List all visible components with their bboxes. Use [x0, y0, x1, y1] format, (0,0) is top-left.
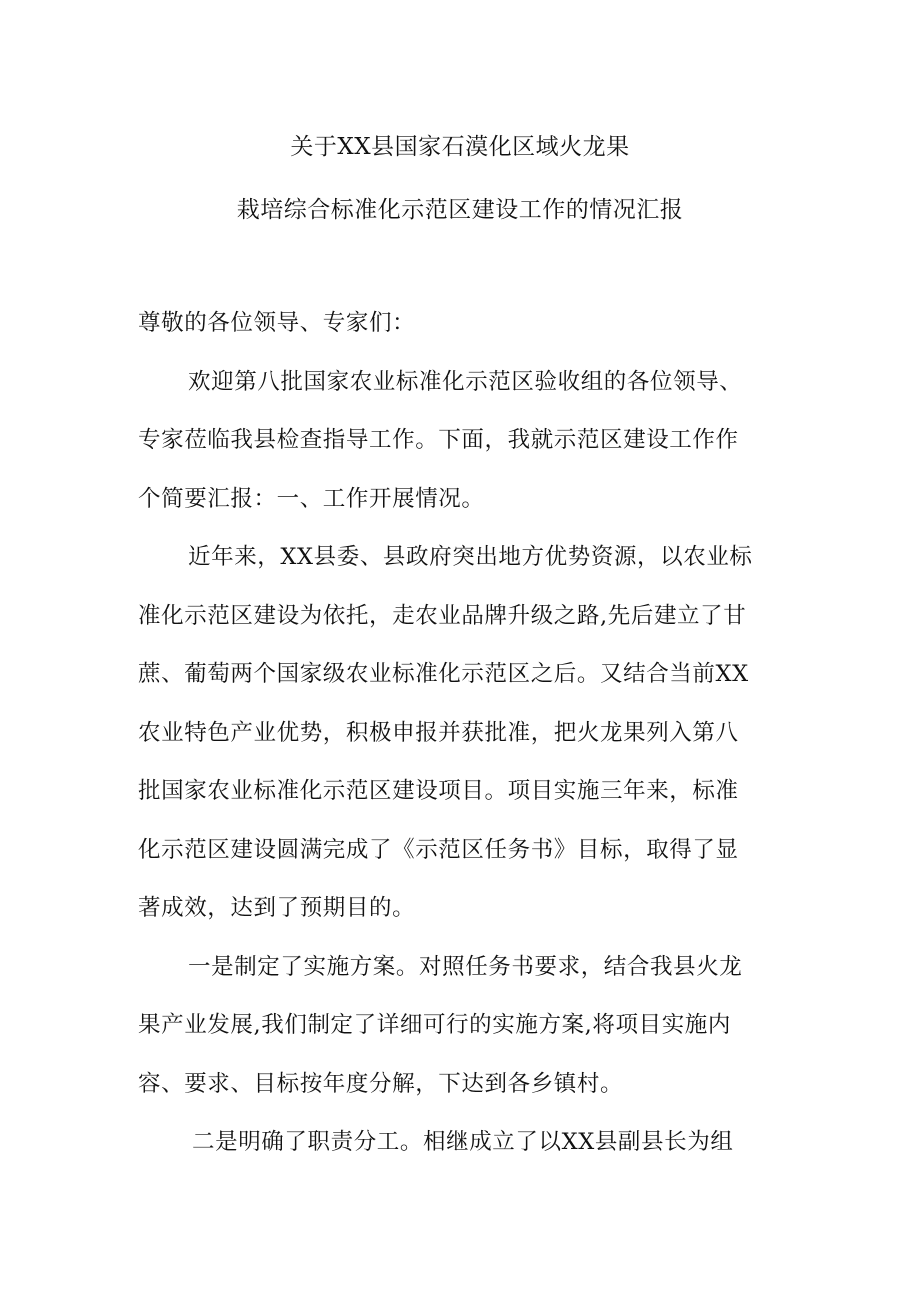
- paragraph-1-line-3: 个简要汇报：一、工作开展情况。: [138, 485, 485, 512]
- paragraph-2-line-1: 近年来，XX县委、县政府突出地方优势资源，以农业标: [188, 544, 753, 570]
- paragraph-2-line-3: 蔗、葡萄两个国家级农业标准化示范区之后。又结合当前XX: [138, 661, 749, 687]
- paragraph-1-line-1: 欢迎第八批国家农业标准化示范区验收组的各位领导、: [188, 368, 743, 395]
- paragraph-2-line-4: 农业特色产业优势，积极申报并获批准，把火龙果列入第八: [138, 719, 739, 746]
- paragraph-4-line-1: 二是明确了职责分工。相继成立了以XX县副县长为组: [192, 1129, 734, 1155]
- paragraph-2-line-2: 准化示范区建设为依托，走农业品牌升级之路,先后建立了甘: [138, 602, 747, 629]
- paragraph-2-line-6: 化示范区建设圆满完成了《示范区任务书》目标，取得了显: [138, 836, 739, 863]
- paragraph-1-line-2: 专家莅临我县检查指导工作。下面，我就示范区建设工作作: [138, 427, 739, 453]
- paragraph-2-line-5: 批国家农业标准化示范区建设项目。项目实施三年来，标准: [138, 778, 739, 804]
- document-title-line-2: 栽培综合标准化示范区建设工作的情况汇报: [236, 197, 684, 223]
- paragraph-3-line-2: 果产业发展,我们制定了详细可行的实施方案,将项目实施内: [138, 1012, 732, 1038]
- paragraph-3-line-1: 一是制定了实施方案。对照任务书要求，结合我县火龙: [188, 953, 743, 980]
- salutation: 尊敬的各位领导、专家们：: [138, 310, 416, 336]
- document-body: [138, 307, 798, 1185]
- paragraph-3-line-3: 容、要求、目标按年度分解，下达到各乡镇村。: [138, 1070, 624, 1097]
- paragraph-2-line-7: 著成效，达到了预期目的。: [138, 895, 416, 921]
- document-title-line-1: 关于XX县国家石漠化区域火龙果: [290, 134, 630, 160]
